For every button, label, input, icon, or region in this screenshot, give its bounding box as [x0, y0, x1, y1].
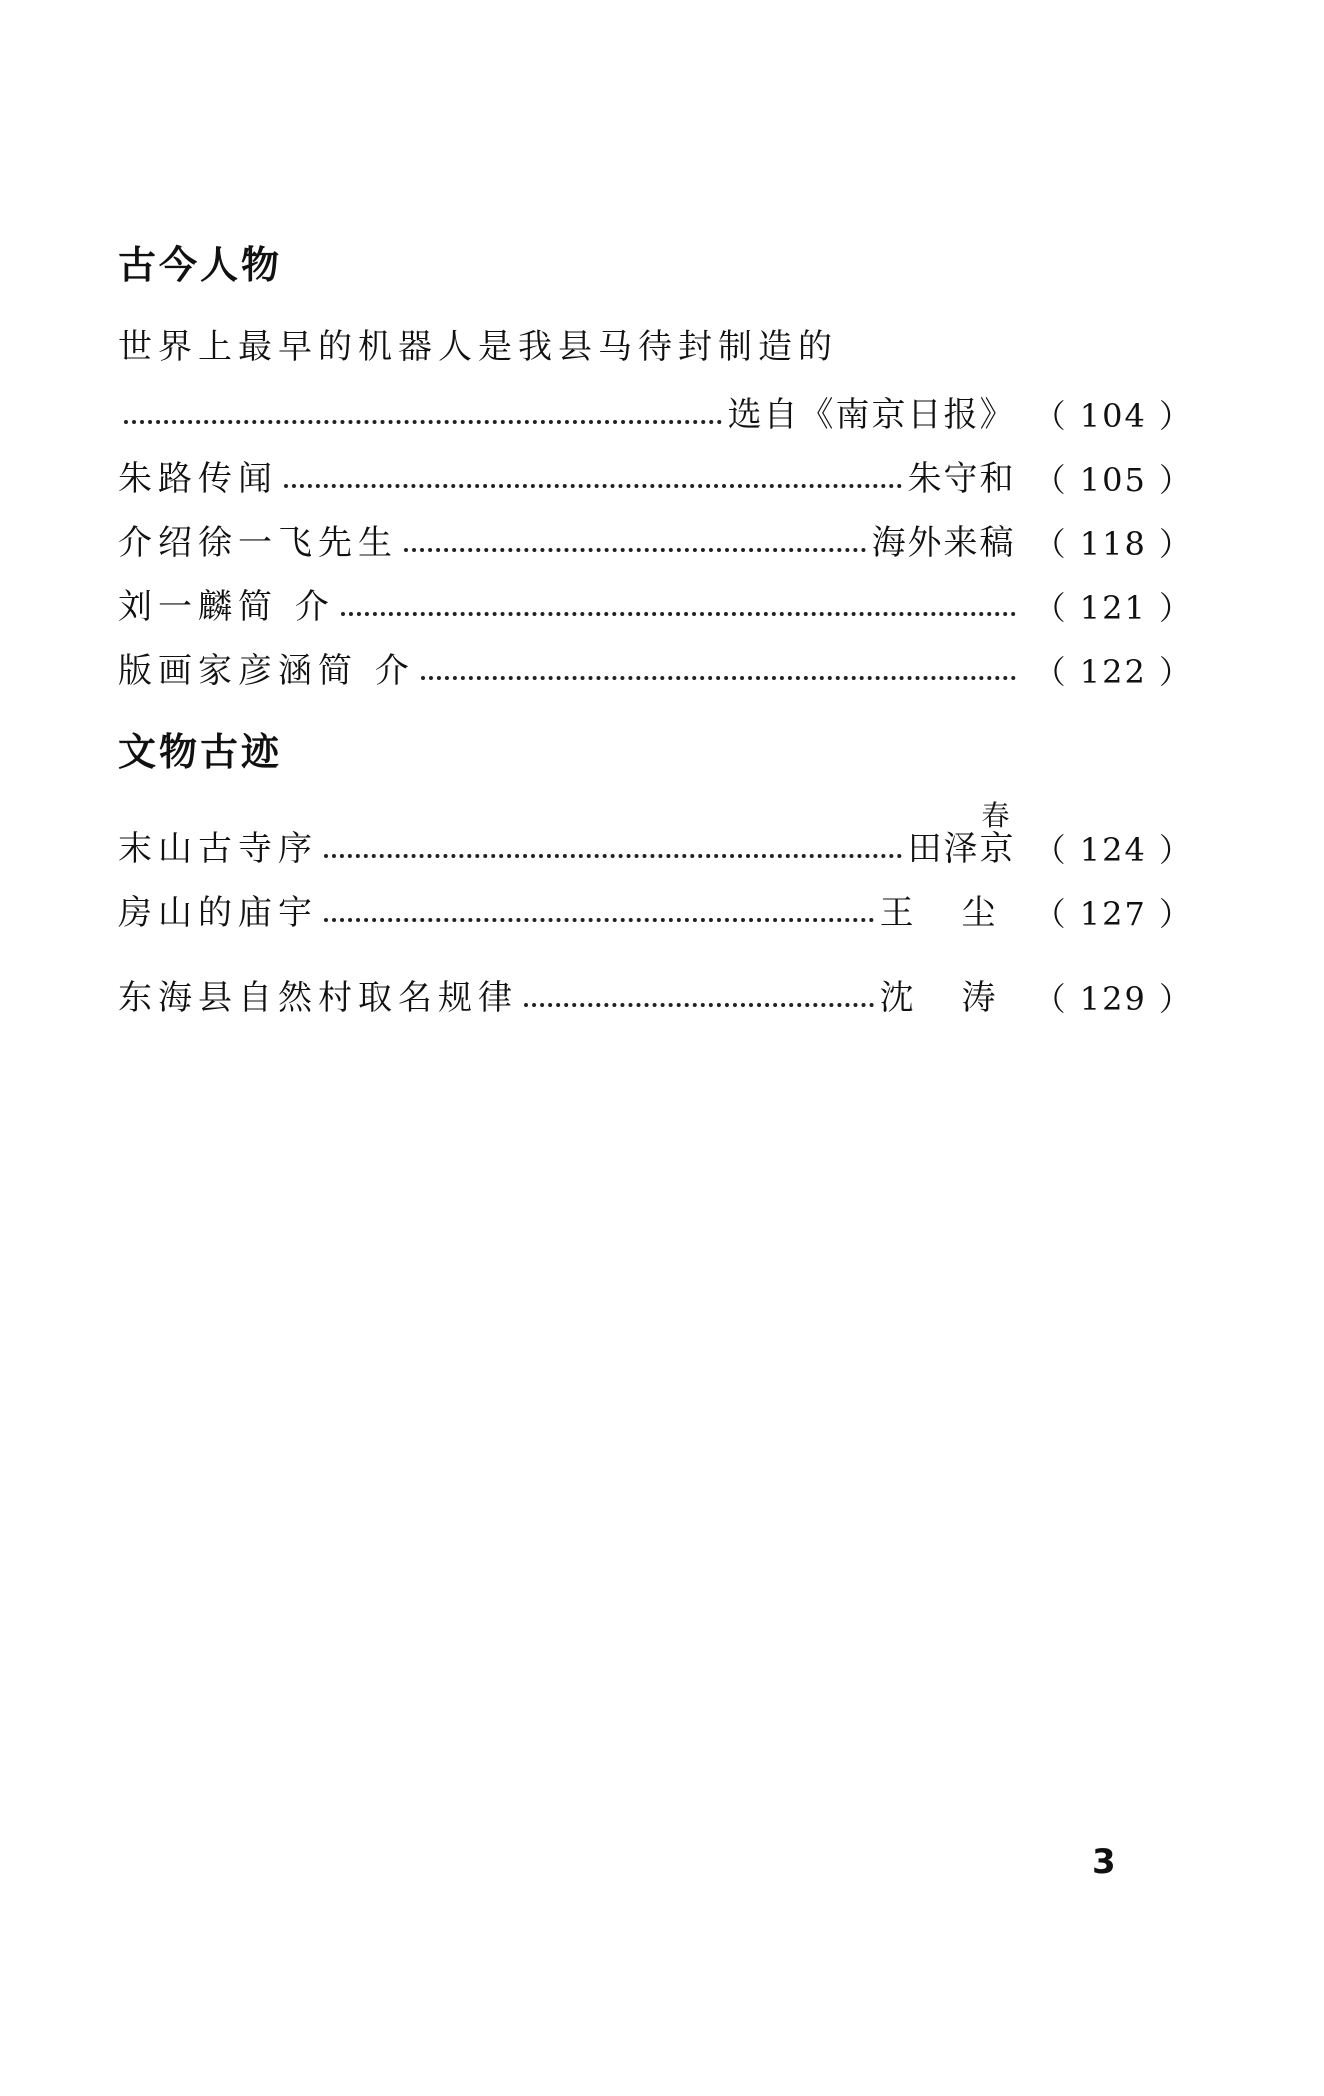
toc-entry-title: 朱路传闻 — [118, 459, 278, 499]
toc-entry-author: 选自《南京日报》 — [727, 395, 1016, 435]
toc-entry-author: 沈涛 — [879, 978, 1044, 1018]
toc-entry-page: （ 118 ） — [1033, 525, 1193, 563]
toc-entry-author: 朱守和 — [907, 459, 1016, 499]
toc-entry — [118, 510, 1193, 563]
toc-entry-page: （ 105 ） — [1033, 461, 1193, 499]
page-number: 3 — [1092, 1842, 1116, 1882]
section-heading-people: 古今人物 — [118, 243, 283, 287]
toc-entry-page: （ 104 ） — [1033, 397, 1193, 435]
toc-entry — [118, 382, 1193, 435]
toc-entry-author: 王尘 — [879, 893, 1044, 933]
leader-dots — [524, 1003, 874, 1007]
toc-entry-title: 介绍徐一飞先生 — [118, 523, 398, 563]
toc-entry-title: 末山古寺序 — [118, 829, 318, 869]
toc-entry — [118, 638, 1193, 691]
toc-entry — [118, 446, 1193, 499]
leader-dots — [404, 548, 866, 552]
toc-entry — [118, 574, 1193, 627]
leader-dots — [341, 612, 1016, 616]
leader-dots — [324, 918, 874, 922]
toc-entry-title: 东海县自然村取名规律 — [118, 978, 518, 1018]
toc-entry-author: 海外来稿 — [871, 523, 1016, 563]
toc-entry-title: 刘一麟简 介 — [118, 587, 335, 627]
toc-entry-author-text: 田泽京 — [907, 829, 1016, 869]
toc-entry-title: 世界上最早的机器人是我县马待封制造的 — [118, 327, 838, 367]
toc-entry — [118, 799, 1193, 869]
leader-dots — [324, 854, 902, 858]
toc-entry-title: 版画家彦涵简 介 — [118, 651, 415, 691]
toc-entry-author — [907, 799, 1016, 869]
toc-entry-title: 房山的庙宇 — [118, 893, 318, 933]
leader-dots — [124, 420, 722, 424]
section-heading-relics: 文物古迹 — [118, 730, 283, 774]
toc-entry — [118, 880, 1193, 933]
leader-dots — [421, 676, 1016, 680]
toc-entry-page: （ 124 ） — [1033, 831, 1193, 869]
toc-entry-page: （ 129 ） — [1033, 980, 1193, 1018]
leader-dots — [284, 484, 902, 488]
toc-entry-page: （ 127 ） — [1033, 895, 1193, 933]
handwritten-correction: 春 — [981, 799, 1012, 832]
toc-entry-page: （ 121 ） — [1033, 589, 1193, 627]
toc-entry-page: （ 122 ） — [1033, 653, 1193, 691]
toc-entry — [118, 965, 1193, 1018]
